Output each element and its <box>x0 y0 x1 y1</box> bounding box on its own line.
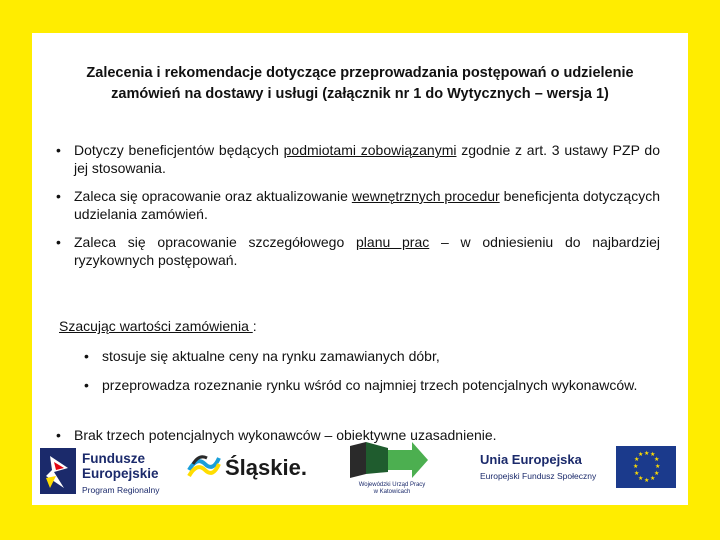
section-heading: Szacując wartości zamówienia : <box>59 318 257 334</box>
ue-title: Unia Europejska <box>480 452 582 467</box>
svg-text:★: ★ <box>638 475 644 482</box>
logo-bar <box>32 438 688 505</box>
svg-text:★: ★ <box>633 463 639 470</box>
slaskie-text: Śląskie. <box>225 455 307 480</box>
svg-text:★: ★ <box>634 456 640 463</box>
wup-line1: Wojewódzki Urząd Pracy <box>358 482 426 488</box>
slide-title: Zalecenia i rekomendacje dotyczące przeprowadzania postępowań o udzielenie zamówień na dostawy i usługi (załącznik nr 1 do Wytycznych – wersja 1) <box>86 65 634 102</box>
fe-line1: Fundusze <box>82 451 145 466</box>
wup-logo <box>342 438 442 505</box>
svg-text:★: ★ <box>644 477 650 484</box>
svg-text:★: ★ <box>638 451 644 458</box>
bullet-item: • Zaleca się opracowanie szczegółowego planu prac – w odniesieniu do najbardziej ryzykownych postępowań. <box>56 233 660 269</box>
svg-text:★: ★ <box>655 463 661 470</box>
svg-text:★: ★ <box>654 470 660 477</box>
svg-text:★: ★ <box>634 470 640 477</box>
fe-star-icon <box>40 448 76 494</box>
slaskie-logo <box>187 450 317 486</box>
svg-text:★: ★ <box>654 456 660 463</box>
wup-arrow-icon <box>342 438 442 482</box>
slaskie-wave-icon <box>187 450 221 480</box>
svg-text:★: ★ <box>644 450 650 457</box>
wup-line2: w Katowicach <box>373 489 411 495</box>
ue-sub: Europejski Fundusz Społeczny <box>480 471 597 481</box>
bullet-list <box>56 141 660 279</box>
underlined-term: planu prac <box>356 234 430 250</box>
unia-europejska-logo <box>472 446 682 490</box>
last-bullet: • Brak trzech potencjalnych wykonawców – obiektywne uzasadnienie. <box>56 426 660 454</box>
underlined-term: wewnętrznych procedur <box>351 188 500 204</box>
underlined-term: podmiotami zobowiązanymi <box>283 142 457 158</box>
eu-flag-icon <box>616 446 676 488</box>
svg-text:★: ★ <box>650 475 656 482</box>
sub-bullet-item: • stosuje się aktualne ceny na rynku zamawianych dóbr, <box>84 347 662 365</box>
bullet-item: • Dotyczy beneficjentów będących podmiotami zobowiązanymi zgodnie z art. 3 ustawy PZP do jej stosowania. <box>56 141 660 177</box>
bullet-item: • Zaleca się opracowanie oraz aktualizowanie wewnętrznych procedur beneficjenta dotyczących udzielania zamówień. <box>56 187 660 223</box>
svg-text:★: ★ <box>650 451 656 458</box>
fe-line2: Europejskie <box>82 466 159 481</box>
sub-bullet-item: • przeprowadza rozeznanie rynku wśród co najmniej trzech potencjalnych wykonawców. <box>84 376 662 394</box>
fundusze-europejskie-logo <box>40 448 200 500</box>
slide <box>32 33 688 505</box>
fe-sub: Program Regionalny <box>82 485 160 495</box>
